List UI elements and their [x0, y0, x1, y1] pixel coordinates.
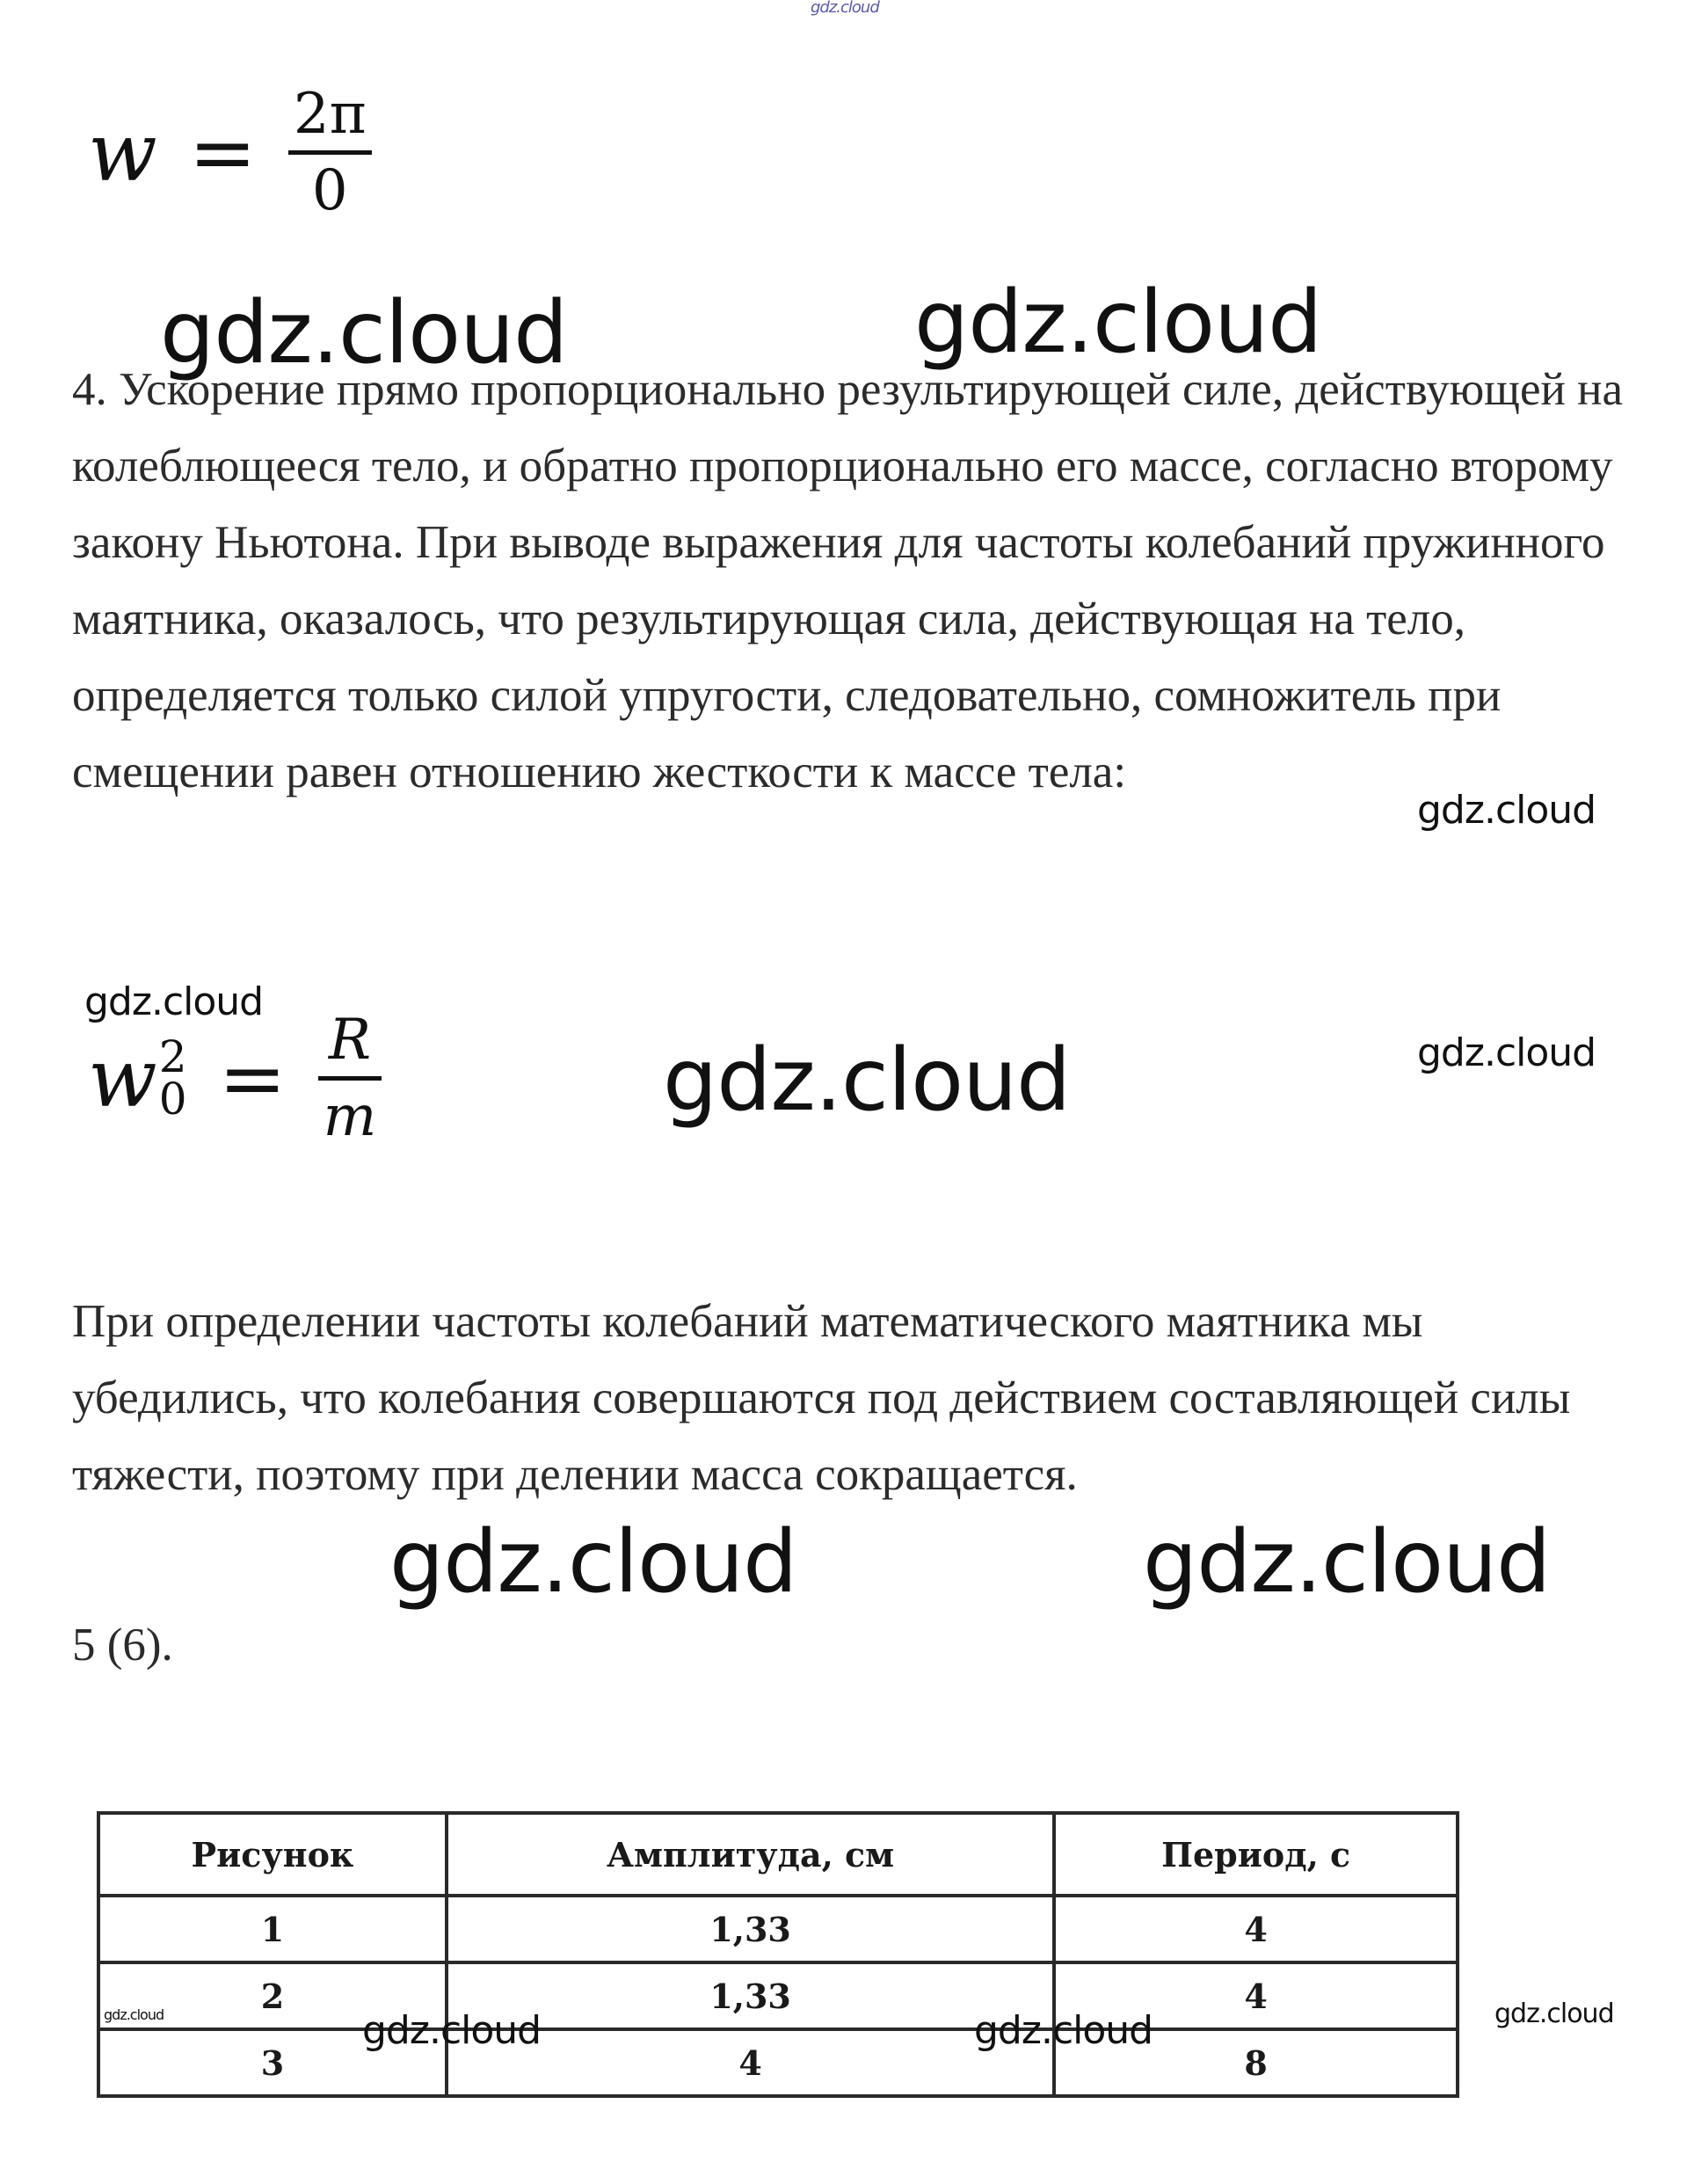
- formula2-indices: [158, 1031, 187, 1125]
- table-header-row: [98, 1813, 1458, 1896]
- watermark-10: gdz.cloud: [362, 2008, 542, 2053]
- formula2-subscript: 0: [158, 1073, 187, 1125]
- watermark-7: gdz.cloud: [389, 1512, 797, 1613]
- formula1-numerator: 2π: [293, 82, 367, 147]
- formula2-fraction: [318, 1009, 382, 1148]
- table-header-figure: Рисунок: [98, 1813, 447, 1896]
- formula2-numerator: R: [328, 1008, 372, 1073]
- table-cell: 2: [98, 1962, 447, 2029]
- watermark-5: gdz.cloud: [663, 1030, 1071, 1131]
- table-cell: 1,33: [447, 1896, 1054, 1962]
- formula2-superscript: 2: [158, 1031, 187, 1083]
- table-header-period: Период, с: [1054, 1813, 1458, 1896]
- table-cell: 4: [1054, 1896, 1458, 1962]
- table-cell: 8: [1054, 2029, 1458, 2096]
- formula1-fraction-bar: [288, 150, 372, 155]
- table-row: [98, 2029, 1458, 2096]
- paragraph-math-pendulum: При определении частоты колебаний математического маятника мы убедились, что колебания совершаются под действием составляющей силы тяжести, поэтому при делении масса сокращается.: [72, 1296, 1571, 1500]
- formula2-denominator: m: [323, 1084, 377, 1150]
- table-header-amplitude: Амплитуда, см: [447, 1813, 1054, 1896]
- watermark-8: gdz.cloud: [1143, 1512, 1551, 1613]
- table-cell: 1,33: [447, 1962, 1054, 2029]
- task-number: 5 (6).: [72, 1620, 173, 1671]
- formula1-denominator: 0: [311, 158, 348, 224]
- watermark-4: gdz.cloud: [84, 979, 264, 1024]
- formula1-lhs: w: [88, 106, 157, 200]
- table-cell: 4: [1054, 1962, 1458, 2029]
- table-row: [98, 1962, 1458, 2029]
- oscillation-table: [97, 1811, 1459, 2098]
- formula2-fraction-bar: [318, 1076, 382, 1081]
- formula2-equals: =: [218, 1031, 287, 1126]
- table-cell: 4: [447, 2029, 1054, 2096]
- table-cell: 1: [98, 1896, 447, 1962]
- paragraph-newton-law: 4. Ускорение прямо пропорционально результирующей силе, действующей на колеблющееся тело, и обратно пропорционально его массе, согласно второму закону Ньютона. При выводе выражения для частоты колебаний пружинного маятника, оказалось, что результирующая сила, действующая на тело, определяется только силой упругости, следовательно, сомножитель при смещении равен отношению жесткости к массе тела:: [72, 364, 1624, 797]
- watermark-top: gdz.cloud: [811, 0, 879, 17]
- formula1-equals: =: [188, 106, 257, 200]
- watermark-1: gdz.cloud: [160, 283, 568, 383]
- formula-angular-frequency: [88, 84, 372, 222]
- watermark-3: gdz.cloud: [1417, 788, 1596, 833]
- watermark-12: gdz.cloud: [1494, 1998, 1614, 2029]
- watermark-9: gdz.cloud: [104, 2006, 164, 2023]
- watermark-11: gdz.cloud: [974, 2008, 1153, 2053]
- watermark-6: gdz.cloud: [1417, 1030, 1596, 1075]
- formula2-lhs: w: [88, 1031, 157, 1126]
- formula-spring-frequency: [88, 1009, 382, 1148]
- formula1-fraction: [288, 84, 372, 222]
- table-cell: 3: [98, 2029, 447, 2096]
- table-row: [98, 1896, 1458, 1962]
- watermark-2: gdz.cloud: [914, 273, 1322, 373]
